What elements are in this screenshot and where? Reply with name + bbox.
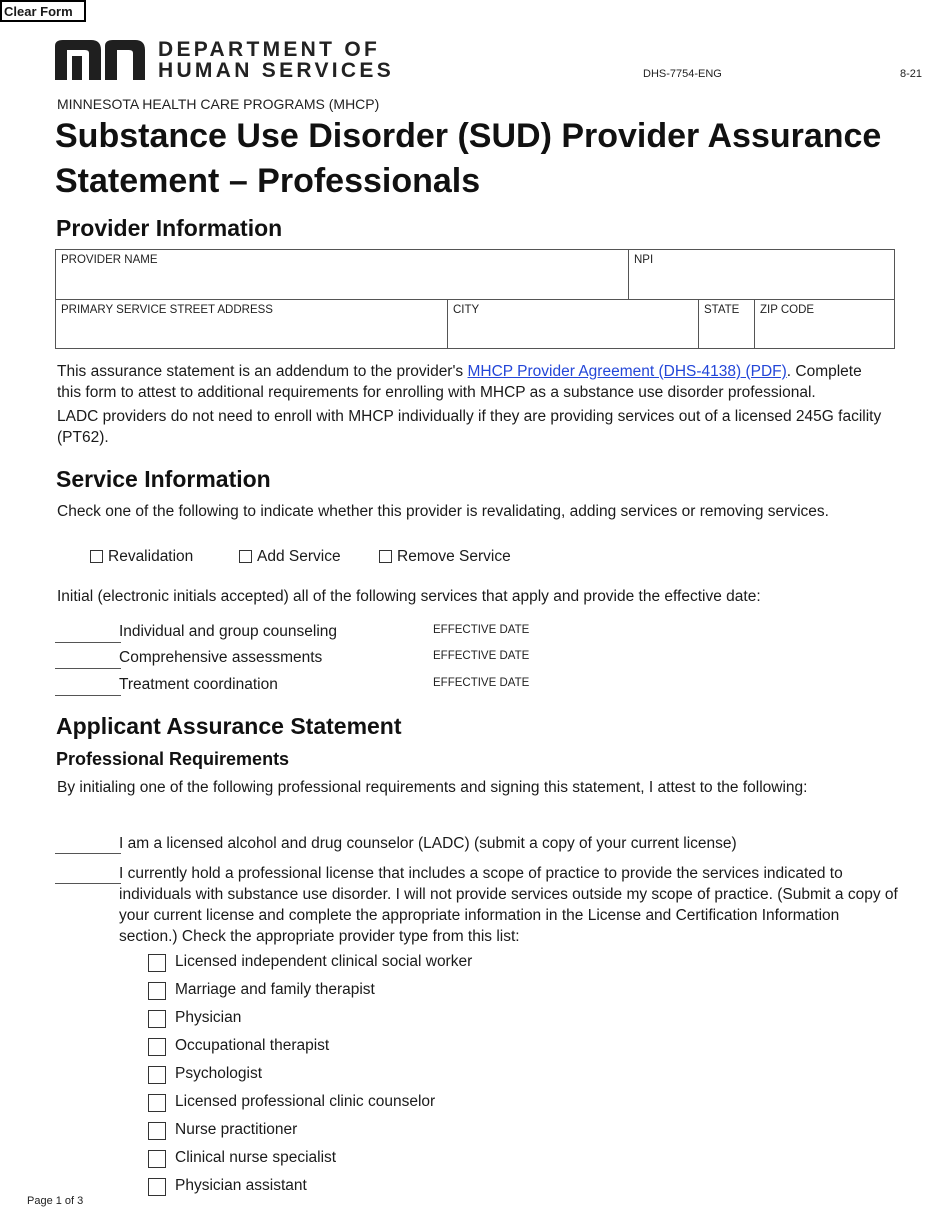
dept-name-line2: HUMAN SERVICES xyxy=(158,59,395,82)
provider-type-checkbox-licsw[interactable] xyxy=(148,954,166,972)
provider-type-label-mft: Marriage and family therapist xyxy=(175,981,375,998)
ladc-note: LADC providers do not need to enroll with MHCP individually if they are providing services out of a licensed 245G facility (PT62). xyxy=(57,408,882,446)
provider-type-label-licsw: Licensed independent clinical social worker xyxy=(175,953,473,970)
initial-input-professional-license[interactable] xyxy=(55,865,121,884)
initial-instruction: Initial (electronic initials accepted) all of the following services that apply and provide the effective date: xyxy=(57,588,761,605)
professional-requirements-heading: Professional Requirements xyxy=(56,749,290,769)
requirement-ladc: I am a licensed alcohol and drug counselor (LADC) (submit a copy of your current license) xyxy=(119,835,737,852)
remove-service-label: Remove Service xyxy=(397,548,511,565)
npi-label: NPI xyxy=(634,254,654,266)
provider-type-label-physician: Physician xyxy=(175,1009,242,1026)
state-label: STATE xyxy=(704,304,740,316)
initial-input-counseling[interactable] xyxy=(55,624,121,643)
city-cell xyxy=(447,299,699,349)
intro-text-before: This assurance statement is an addendum to the provider's xyxy=(57,363,468,380)
provider-type-label-cns: Clinical nurse specialist xyxy=(175,1149,337,1166)
address-cell xyxy=(55,299,448,349)
state-input[interactable] xyxy=(703,324,750,344)
address-input[interactable] xyxy=(60,324,443,344)
provider-type-label-psychologist: Psychologist xyxy=(175,1065,263,1082)
provider-type-checkbox-ot[interactable] xyxy=(148,1038,166,1056)
city-label: CITY xyxy=(453,304,480,316)
clear-form-button[interactable]: Clear Form xyxy=(0,0,86,22)
provider-type-checkbox-physician[interactable] xyxy=(148,1010,166,1028)
provider-name-label: PROVIDER NAME xyxy=(61,254,158,266)
remove-service-checkbox[interactable] xyxy=(379,550,392,563)
zip-label: ZIP CODE xyxy=(760,304,815,316)
initial-input-ladc[interactable] xyxy=(55,835,121,854)
service-info-heading: Service Information xyxy=(56,466,271,492)
dhs-logo-icon xyxy=(55,40,145,80)
city-input[interactable] xyxy=(452,324,694,344)
provider-agreement-link[interactable]: MHCP Provider Agreement (DHS-4138) (PDF) xyxy=(467,363,787,380)
service-coordination-label: Treatment coordination xyxy=(119,676,278,693)
provider-info-heading: Provider Information xyxy=(56,215,283,241)
provider-type-checkbox-cns[interactable] xyxy=(148,1150,166,1168)
add-service-label: Add Service xyxy=(257,548,341,565)
provider-type-label-ot: Occupational therapist xyxy=(175,1037,330,1054)
page-number: Page 1 of 3 xyxy=(27,1195,84,1207)
intro-text-after: . Complete this form to attest to additional requirements for enrolling with MHCP as a substance use disorder professional. xyxy=(57,363,862,401)
provider-type-label-np: Nurse practitioner xyxy=(175,1121,298,1138)
effective-date-label-assessments: EFFECTIVE DATE xyxy=(433,650,530,662)
form-code: DHS-7754-ENG xyxy=(643,68,722,80)
revalidation-label: Revalidation xyxy=(108,548,194,565)
provider-type-checkbox-lpcc[interactable] xyxy=(148,1094,166,1112)
address-label: PRIMARY SERVICE STREET ADDRESS xyxy=(61,304,273,316)
dept-name-line1: DEPARTMENT OF xyxy=(158,38,381,61)
requirement-professional-license: I currently hold a professional license that includes a scope of practice to provide the services indicated to individuals with substance use disorder. I will not provide services outside my scope of practice. (Submit a copy of your current license and complete the appropriate information in the License and Certification Information section.) Check the appropriate provider type from this list: xyxy=(119,865,898,945)
service-assessments-label: Comprehensive assessments xyxy=(119,649,323,666)
zip-input[interactable] xyxy=(759,324,890,344)
service-counseling-label: Individual and group counseling xyxy=(119,623,338,640)
provider-type-checkbox-mft[interactable] xyxy=(148,982,166,1000)
effective-date-label-counseling: EFFECTIVE DATE xyxy=(433,624,530,636)
revalidation-checkbox[interactable] xyxy=(90,550,103,563)
provider-type-checkbox-psychologist[interactable] xyxy=(148,1066,166,1084)
provider-name-cell xyxy=(55,249,629,300)
provider-name-input[interactable] xyxy=(60,275,624,295)
zip-cell xyxy=(754,299,895,349)
initial-input-coordination[interactable] xyxy=(55,677,121,696)
initial-input-assessments[interactable] xyxy=(55,650,121,669)
effective-date-label-coordination: EFFECTIVE DATE xyxy=(433,677,530,689)
provider-type-label-pa: Physician assistant xyxy=(175,1177,307,1194)
npi-cell xyxy=(628,249,895,300)
intro-paragraph xyxy=(57,361,887,403)
form-revision: 8-21 xyxy=(900,68,923,80)
provider-type-checkbox-pa[interactable] xyxy=(148,1178,166,1196)
assurance-intro: By initialing one of the following professional requirements and signing this statement, I attest to the following: xyxy=(57,779,808,796)
provider-type-label-lpcc: Licensed professional clinic counselor xyxy=(175,1093,436,1110)
npi-input[interactable] xyxy=(633,275,890,295)
page-title: Substance Use Disorder (SUD) Provider Assurance Statement – Professionals xyxy=(55,117,882,200)
agency-label: MINNESOTA HEALTH CARE PROGRAMS (MHCP) xyxy=(57,96,380,112)
service-instruction: Check one of the following to indicate whether this provider is revalidating, adding services or removing services. xyxy=(57,503,829,520)
provider-type-checkbox-np[interactable] xyxy=(148,1122,166,1140)
assurance-heading: Applicant Assurance Statement xyxy=(56,713,402,739)
state-cell xyxy=(698,299,755,349)
add-service-checkbox[interactable] xyxy=(239,550,252,563)
